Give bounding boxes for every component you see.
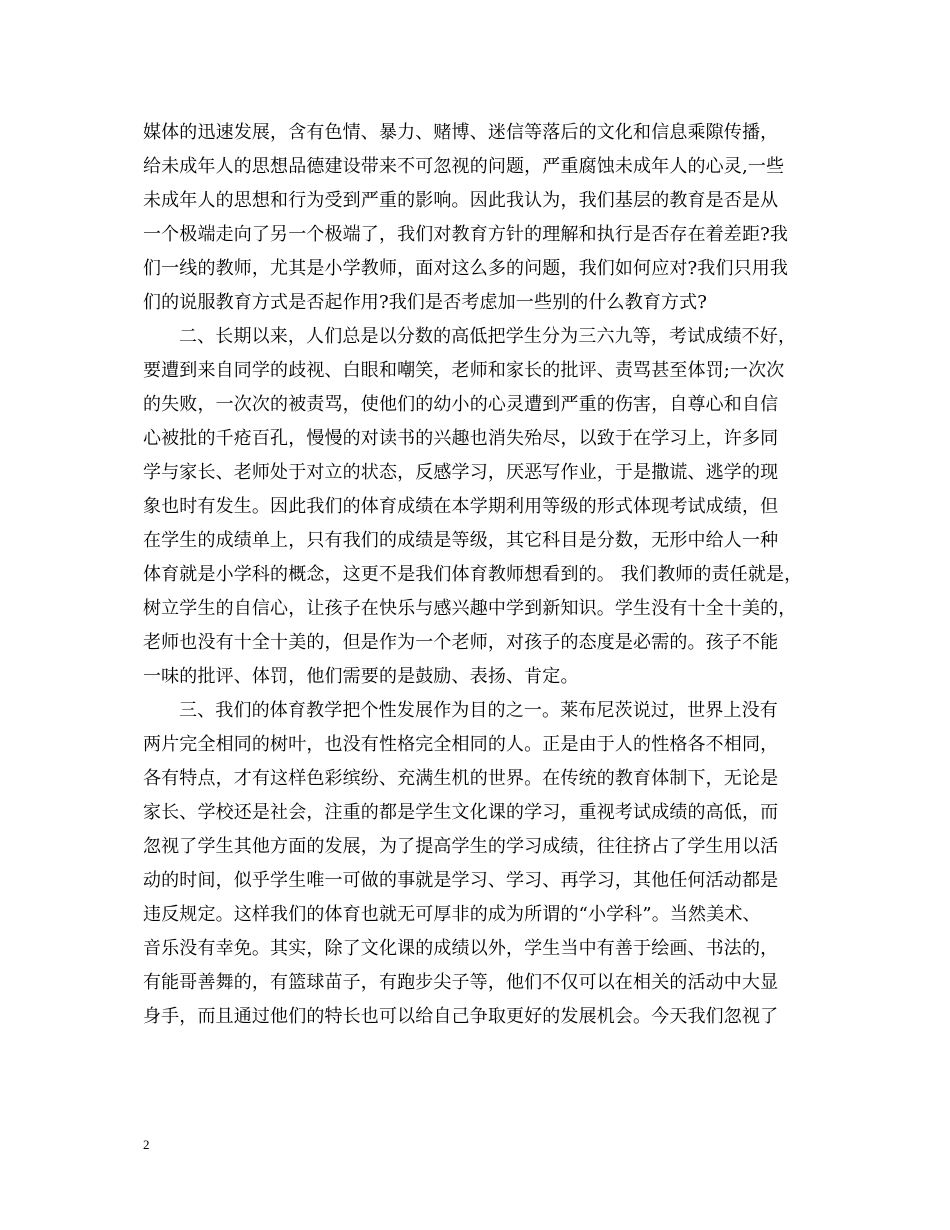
text-line: 学与家长、老师处于对立的状态，反感学习，厌恶写作业，于是撒谎、逃学的现: [143, 462, 779, 483]
text-line: 的失败，一次次的被责骂，使他们的幼小的心灵遭到严重的伤害，自尊心和自信: [143, 394, 779, 415]
text-line: 们的说服教育方式是否起作用?我们是否考虑加一些别的什么教育方式?: [143, 292, 708, 313]
text-line: 两片完全相同的树叶，也没有性格完全相同的人。正是由于人的性格各不相同，: [143, 734, 779, 755]
text-line: 一味的批评、体罚，他们需要的是鼓励、表扬、肯定。: [143, 666, 579, 687]
page-number: 2: [143, 1137, 150, 1152]
text-line: 体育就是小学科的概念，这更不是我们体育教师想看到的。 我们教师的责任就是，: [143, 564, 803, 585]
paragraph-3: [143, 694, 803, 1034]
paragraph-1: [143, 116, 803, 320]
text-line: 音乐没有幸免。其实，除了文化课的成绩以外，学生当中有善于绘画、书法的，: [143, 938, 779, 959]
text-line: 老师也没有十全十美的，但是作为一个老师，对孩子的态度是必需的。孩子不能: [143, 632, 779, 653]
text-line: 家长、学校还是社会，注重的都是学生文化课的学习，重视考试成绩的高低，而: [143, 802, 779, 823]
text-line: 象也时有发生。因此我们的体育成绩在本学期利用等级的形式体现考试成绩，但: [143, 496, 779, 517]
paragraph-2: [143, 320, 803, 694]
text-line: 三、我们的体育教学把个性发展作为目的之一。莱布尼茨说过，世界上没有: [179, 700, 778, 721]
text-line: 树立学生的自信心，让孩子在快乐与感兴趣中学到新知识。学生没有十全十美的，: [143, 598, 797, 619]
document-body: [143, 116, 803, 1034]
text-line: 要遭到来自同学的歧视、白眼和嘲笑，老师和家长的批评、责骂甚至体罚;一次次: [143, 360, 785, 381]
text-line: 媒体的迅速发展，含有色情、暴力、赌博、迷信等落后的文化和信息乘隙传播，: [143, 122, 779, 143]
text-line: 未成年人的思想和行为受到严重的影响。因此我认为，我们基层的教育是否是从: [143, 190, 779, 211]
text-line: 有能哥善舞的，有篮球苗子，有跑步尖子等，他们不仅可以在相关的活动中大显: [143, 972, 779, 993]
text-line: 身手，而且通过他们的特长也可以给自己争取更好的发展机会。今天我们忽视了: [143, 1006, 779, 1027]
text-line: 心被批的千疮百孔，慢慢的对读书的兴趣也消失殆尽，以致于在学习上，许多同: [143, 428, 779, 449]
text-line: 各有特点，才有这样色彩缤纷、充满生机的世界。在传统的教育体制下，无论是: [143, 768, 779, 789]
text-line: 们一线的教师，尤其是小学教师，面对这么多的问题，我们如何应对?我们只用我: [143, 258, 789, 279]
text-line: 一个极端走向了另一个极端了，我们对教育方针的理解和执行是否存在着差距?我: [143, 224, 789, 245]
text-line: 动的时间，似乎学生唯一可做的事就是学习、学习、再学习，其他任何活动都是: [143, 870, 779, 891]
text-line: 二、长期以来，人们总是以分数的高低把学生分为三六九等，考试成绩不好，: [179, 326, 797, 347]
text-line: 在学生的成绩单上，只有我们的成绩是等级，其它科目是分数，无形中给人一种: [143, 530, 779, 551]
text-line: 违反规定。这样我们的体育也就无可厚非的成为所谓的“小学科”。当然美术、: [143, 904, 761, 925]
text-line: 给未成年人的思想品德建设带来不可忽视的问题，严重腐蚀未成年人的心灵,一些: [143, 156, 785, 177]
text-line: 忽视了学生其他方面的发展，为了提高学生的学习成绩，往往挤占了学生用以活: [143, 836, 779, 857]
